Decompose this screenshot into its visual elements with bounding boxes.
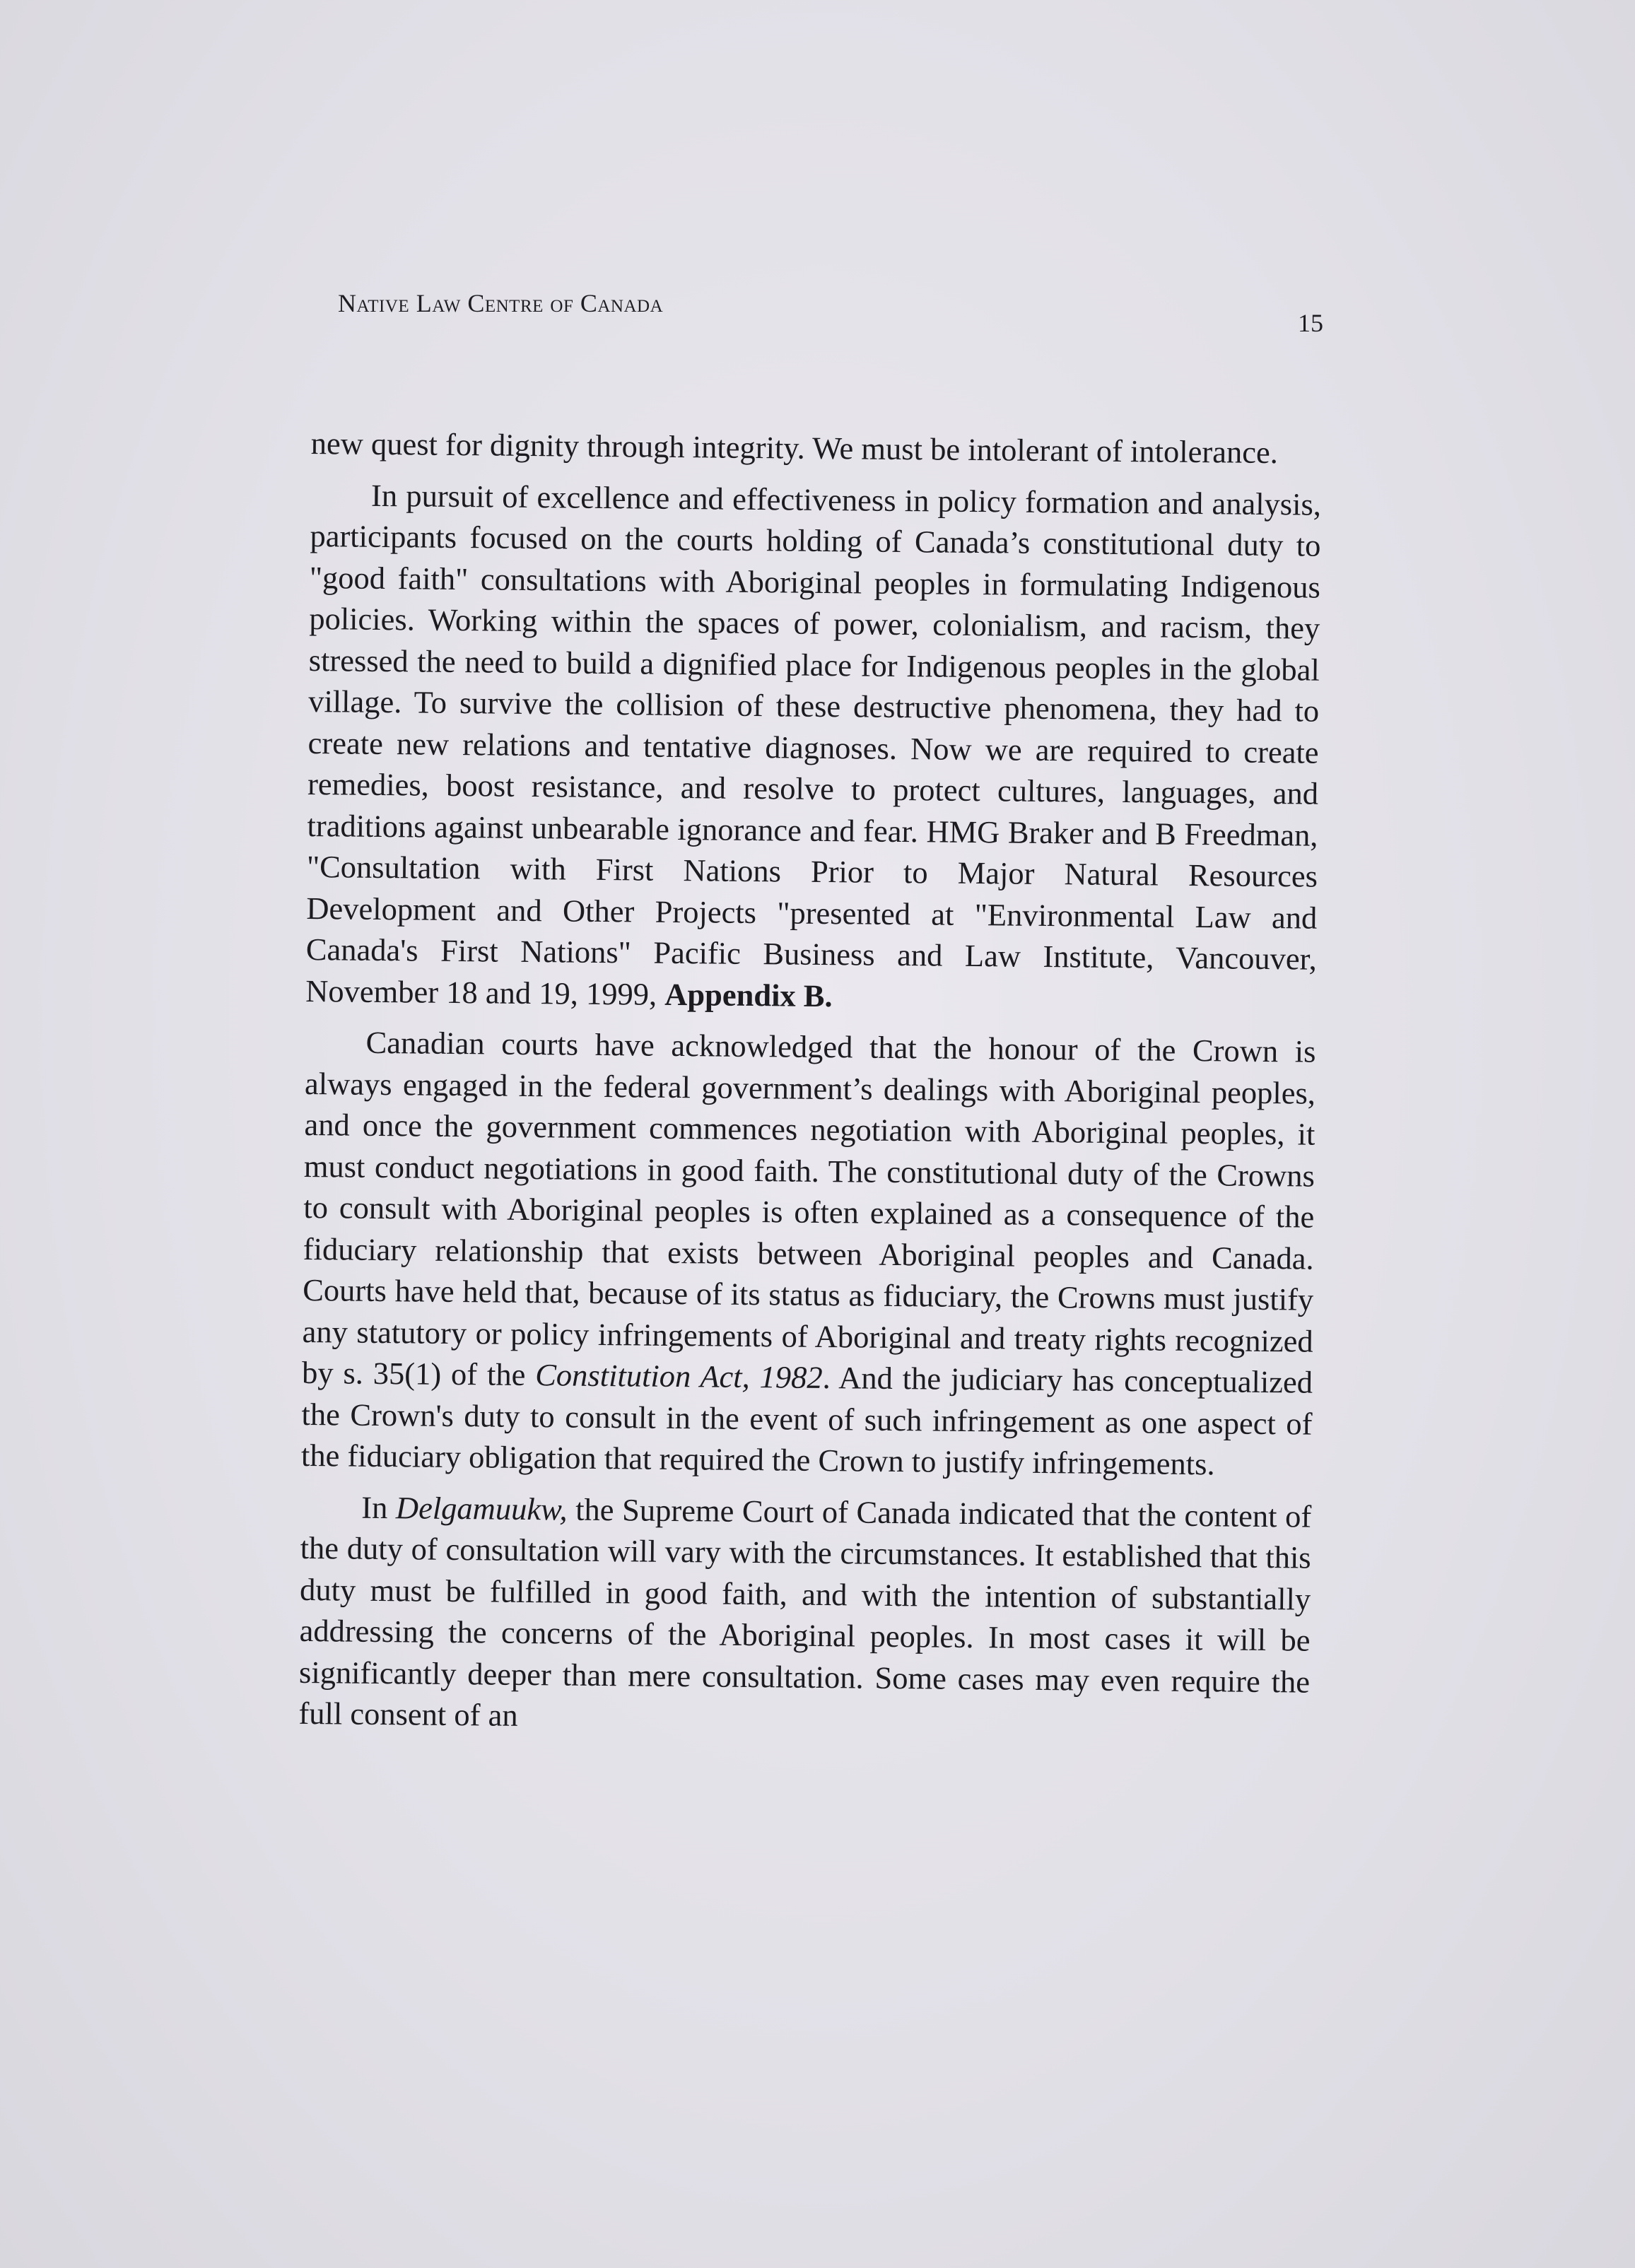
paragraph-4 (298, 1486, 1311, 1744)
paragraph-3-text-after: . And the judiciary has conceptualized the Crown's duty to consult in the event of such infringement as one aspect of the fiduciary obligation that required the Crown to justify infringements. (300, 1360, 1313, 1482)
page-number: 15 (1298, 309, 1323, 337)
paragraph-2-text: In pursuit of excellence and effectiveness in policy formation and analysis, participants focused on the courts holding of Canada’s constitutional duty to "good faith" consultations with Aboriginal peoples in formulating Indigenous policies. Working within the spaces of power, colonialism, and racism, they stressed the need to build a dignified place for Indigenous peoples in the global village. To survive the collision of these destructive phenomena, they had to create new relations and tentative diagnoses. Now we are required to create remedies, boost resistance, and resolve to protect cultures, languages, and traditions against unbearable ignorance and fear. HMG Braker and B Freedman, "Consultation with First Nations Prior to Major Natural Resources Development and Other Projects "presented at "Environmental Law and Canada's First Nations" Pacific Business and Law Institute, Vancouver, November 18 and 19, 1999, (305, 477, 1322, 1012)
paragraph-3 (301, 1021, 1316, 1486)
paragraph-2 (305, 474, 1321, 1021)
running-head: Native Law Centre of Canada (338, 289, 664, 317)
case-name: Delgamuukw, (395, 1489, 568, 1527)
statute-title: Constitution Act, 1982 (535, 1357, 823, 1396)
appendix-reference: Appendix B. (664, 976, 833, 1013)
paragraph-4-text-after: the Supreme Court of Canada indicated that the content of the duty of consultation will vary with the circumstances. It established that this duty must be fulfilled in good faith, and with the intention of substantially addressing the concerns of the Aboriginal peoples. In most cases it will be significantly deeper than mere consultation. Some cases may even require the full consent of an (298, 1491, 1312, 1733)
body-text (298, 423, 1322, 1753)
paragraph-3-text: Canadian courts have acknowledged that the honour of the Crown is always engaged in the federal government’s dealings with Aboriginal peoples, and once the government commences negotiation with Aboriginal peoples, it must conduct negotiations in good faith. The constitutional duty of the Crowns to consult with Aboriginal peoples is often explained as a consequence of the fiduciary relationship that exists between Aboriginal peoples and Canada. Courts have held that, because of its status as fiduciary, the Crowns must justify any statutory or policy infringements of Aboriginal and treaty rights recognized by s. 35(1) of the (301, 1024, 1316, 1392)
paragraph-4-text-before: In (361, 1489, 388, 1525)
paragraph-1 (310, 423, 1321, 474)
paragraph-1-text: new quest for dignity through integrity. We must be intolerant of intolerance. (310, 425, 1279, 471)
